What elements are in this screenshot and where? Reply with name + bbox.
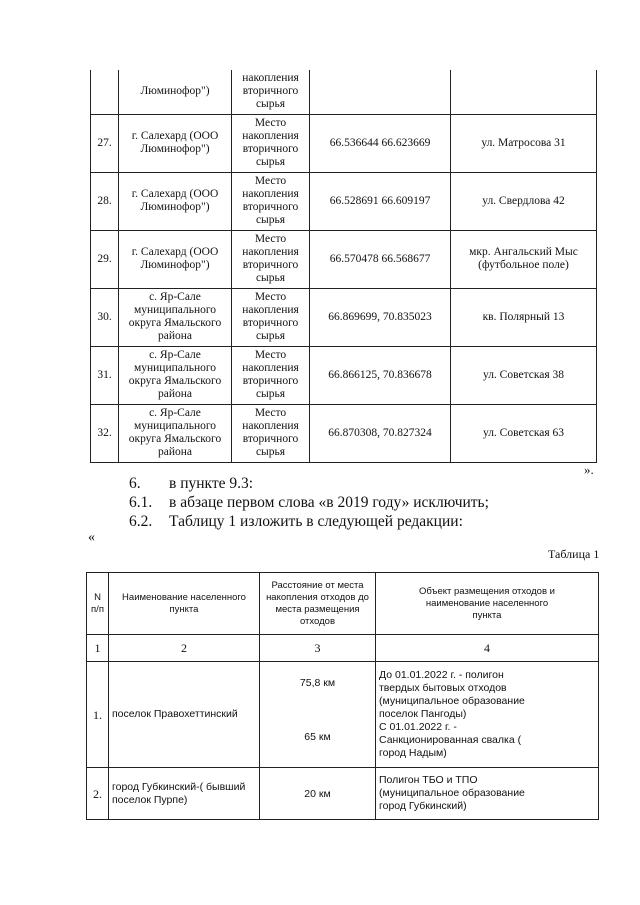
disposal-object: До 01.01.2022 г. - полигон твердых бытовых отходов (муниципальное образование поселок Пангоды) С 01.01.2022 г. - Санкционированная свалка ( город Надым) bbox=[376, 662, 599, 768]
column-index: 2 bbox=[109, 635, 260, 662]
distance-cell bbox=[260, 662, 376, 768]
distance-before: 75,8 км bbox=[299, 676, 336, 689]
coordinates: 66.870308, 70.827324 bbox=[310, 404, 451, 462]
table-row bbox=[87, 768, 599, 820]
settlement-name: Люминофор") bbox=[119, 70, 232, 114]
table-1 bbox=[86, 572, 599, 820]
address: ул. Матросова 31 bbox=[451, 114, 597, 172]
row-number: 32. bbox=[91, 404, 119, 462]
table-row bbox=[91, 346, 597, 404]
header-settlement: Наименование населенного пункта bbox=[109, 573, 260, 635]
row-number: 31. bbox=[91, 346, 119, 404]
paragraph-text: Таблицу 1 изложить в следующей редакции: bbox=[169, 513, 463, 530]
site-type: Место накопления вторичного сырья bbox=[232, 404, 310, 462]
settlement-name: г. Салехард (ООО Люминофор") bbox=[119, 230, 232, 288]
table-caption: Таблица 1 bbox=[548, 547, 600, 561]
column-index-row bbox=[87, 635, 599, 662]
table-row bbox=[91, 288, 597, 346]
address: мкр. Ангальский Мыс (футбольное поле) bbox=[451, 230, 597, 288]
header-num: N п/п bbox=[87, 573, 109, 635]
site-type: Место накопления вторичного сырья bbox=[232, 114, 310, 172]
column-index: 4 bbox=[376, 635, 599, 662]
settlement-name: г. Салехард (ООО Люминофор") bbox=[119, 114, 232, 172]
paragraph-number: 6. bbox=[129, 475, 141, 492]
site-type: накопления вторичного сырья bbox=[232, 70, 310, 114]
paragraph-6-1 bbox=[129, 494, 489, 512]
disposal-object: Полигон ТБО и ТПО (муниципальное образование город Губкинский) bbox=[376, 768, 599, 820]
paragraph-number: 6.1. bbox=[129, 494, 153, 511]
distance: 20 км bbox=[260, 768, 376, 820]
settlement-name: г. Салехард (ООО Люминофор") bbox=[119, 172, 232, 230]
table-row bbox=[91, 230, 597, 288]
row-number: 27. bbox=[91, 114, 119, 172]
settlement-name: с. Яр-Сале муниципального округа Ямальского района bbox=[119, 404, 232, 462]
paragraph-6-2 bbox=[129, 513, 463, 531]
site-type: Место накопления вторичного сырья bbox=[232, 346, 310, 404]
coordinates: 66.869699, 70.835023 bbox=[310, 288, 451, 346]
header-object: Объект размещения отходов и наименование населенного пункта bbox=[376, 573, 599, 635]
table-row bbox=[87, 662, 599, 768]
paragraph-6 bbox=[129, 475, 253, 493]
distance-after: 65 км bbox=[304, 730, 331, 743]
coordinates: 66.528691 66.609197 bbox=[310, 172, 451, 230]
paragraph-text: в абзаце первом слова «в 2019 году» исключить; bbox=[169, 494, 489, 511]
row-number: 28. bbox=[91, 172, 119, 230]
paragraph-text: в пункте 9.3: bbox=[169, 475, 254, 492]
address: ул. Советская 63 bbox=[451, 404, 597, 462]
header-distance: Расстояние от места накопления отходов до места размещения отходов bbox=[260, 573, 376, 635]
waste-sites-table-continuation bbox=[90, 70, 597, 463]
coordinates: 66.536644 66.623669 bbox=[310, 114, 451, 172]
row-number: 30. bbox=[91, 288, 119, 346]
row-number: 1. bbox=[87, 662, 109, 768]
paragraph-number: 6.2. bbox=[129, 513, 153, 530]
address: кв. Полярный 13 bbox=[451, 288, 597, 346]
settlement-name: поселок Правохеттинский bbox=[109, 662, 260, 768]
coordinates bbox=[310, 70, 451, 114]
row-number: 29. bbox=[91, 230, 119, 288]
column-index: 1 bbox=[87, 635, 109, 662]
row-number: 2. bbox=[87, 768, 109, 820]
settlement-name: с. Яр-Сале муниципального округа Ямальского района bbox=[119, 346, 232, 404]
site-type: Место накопления вторичного сырья bbox=[232, 230, 310, 288]
settlement-name: с. Яр-Сале муниципального округа Ямальского района bbox=[119, 288, 232, 346]
table-row bbox=[91, 114, 597, 172]
table-row bbox=[91, 70, 597, 114]
table-row bbox=[91, 172, 597, 230]
column-index: 3 bbox=[260, 635, 376, 662]
site-type: Место накопления вторичного сырья bbox=[232, 172, 310, 230]
address: ул. Свердлова 42 bbox=[451, 172, 597, 230]
coordinates: 66.570478 66.568677 bbox=[310, 230, 451, 288]
address: ул. Советская 38 bbox=[451, 346, 597, 404]
address bbox=[451, 70, 597, 114]
row-number bbox=[91, 70, 119, 114]
settlement-name: город Губкинский-( бывший поселок Пурпе) bbox=[109, 768, 260, 820]
table-row bbox=[91, 404, 597, 462]
coordinates: 66.866125, 70.836678 bbox=[310, 346, 451, 404]
table-header-row bbox=[87, 573, 599, 635]
site-type: Место накопления вторичного сырья bbox=[232, 288, 310, 346]
closing-quote: ». bbox=[584, 462, 594, 477]
opening-quote: « bbox=[88, 530, 95, 545]
